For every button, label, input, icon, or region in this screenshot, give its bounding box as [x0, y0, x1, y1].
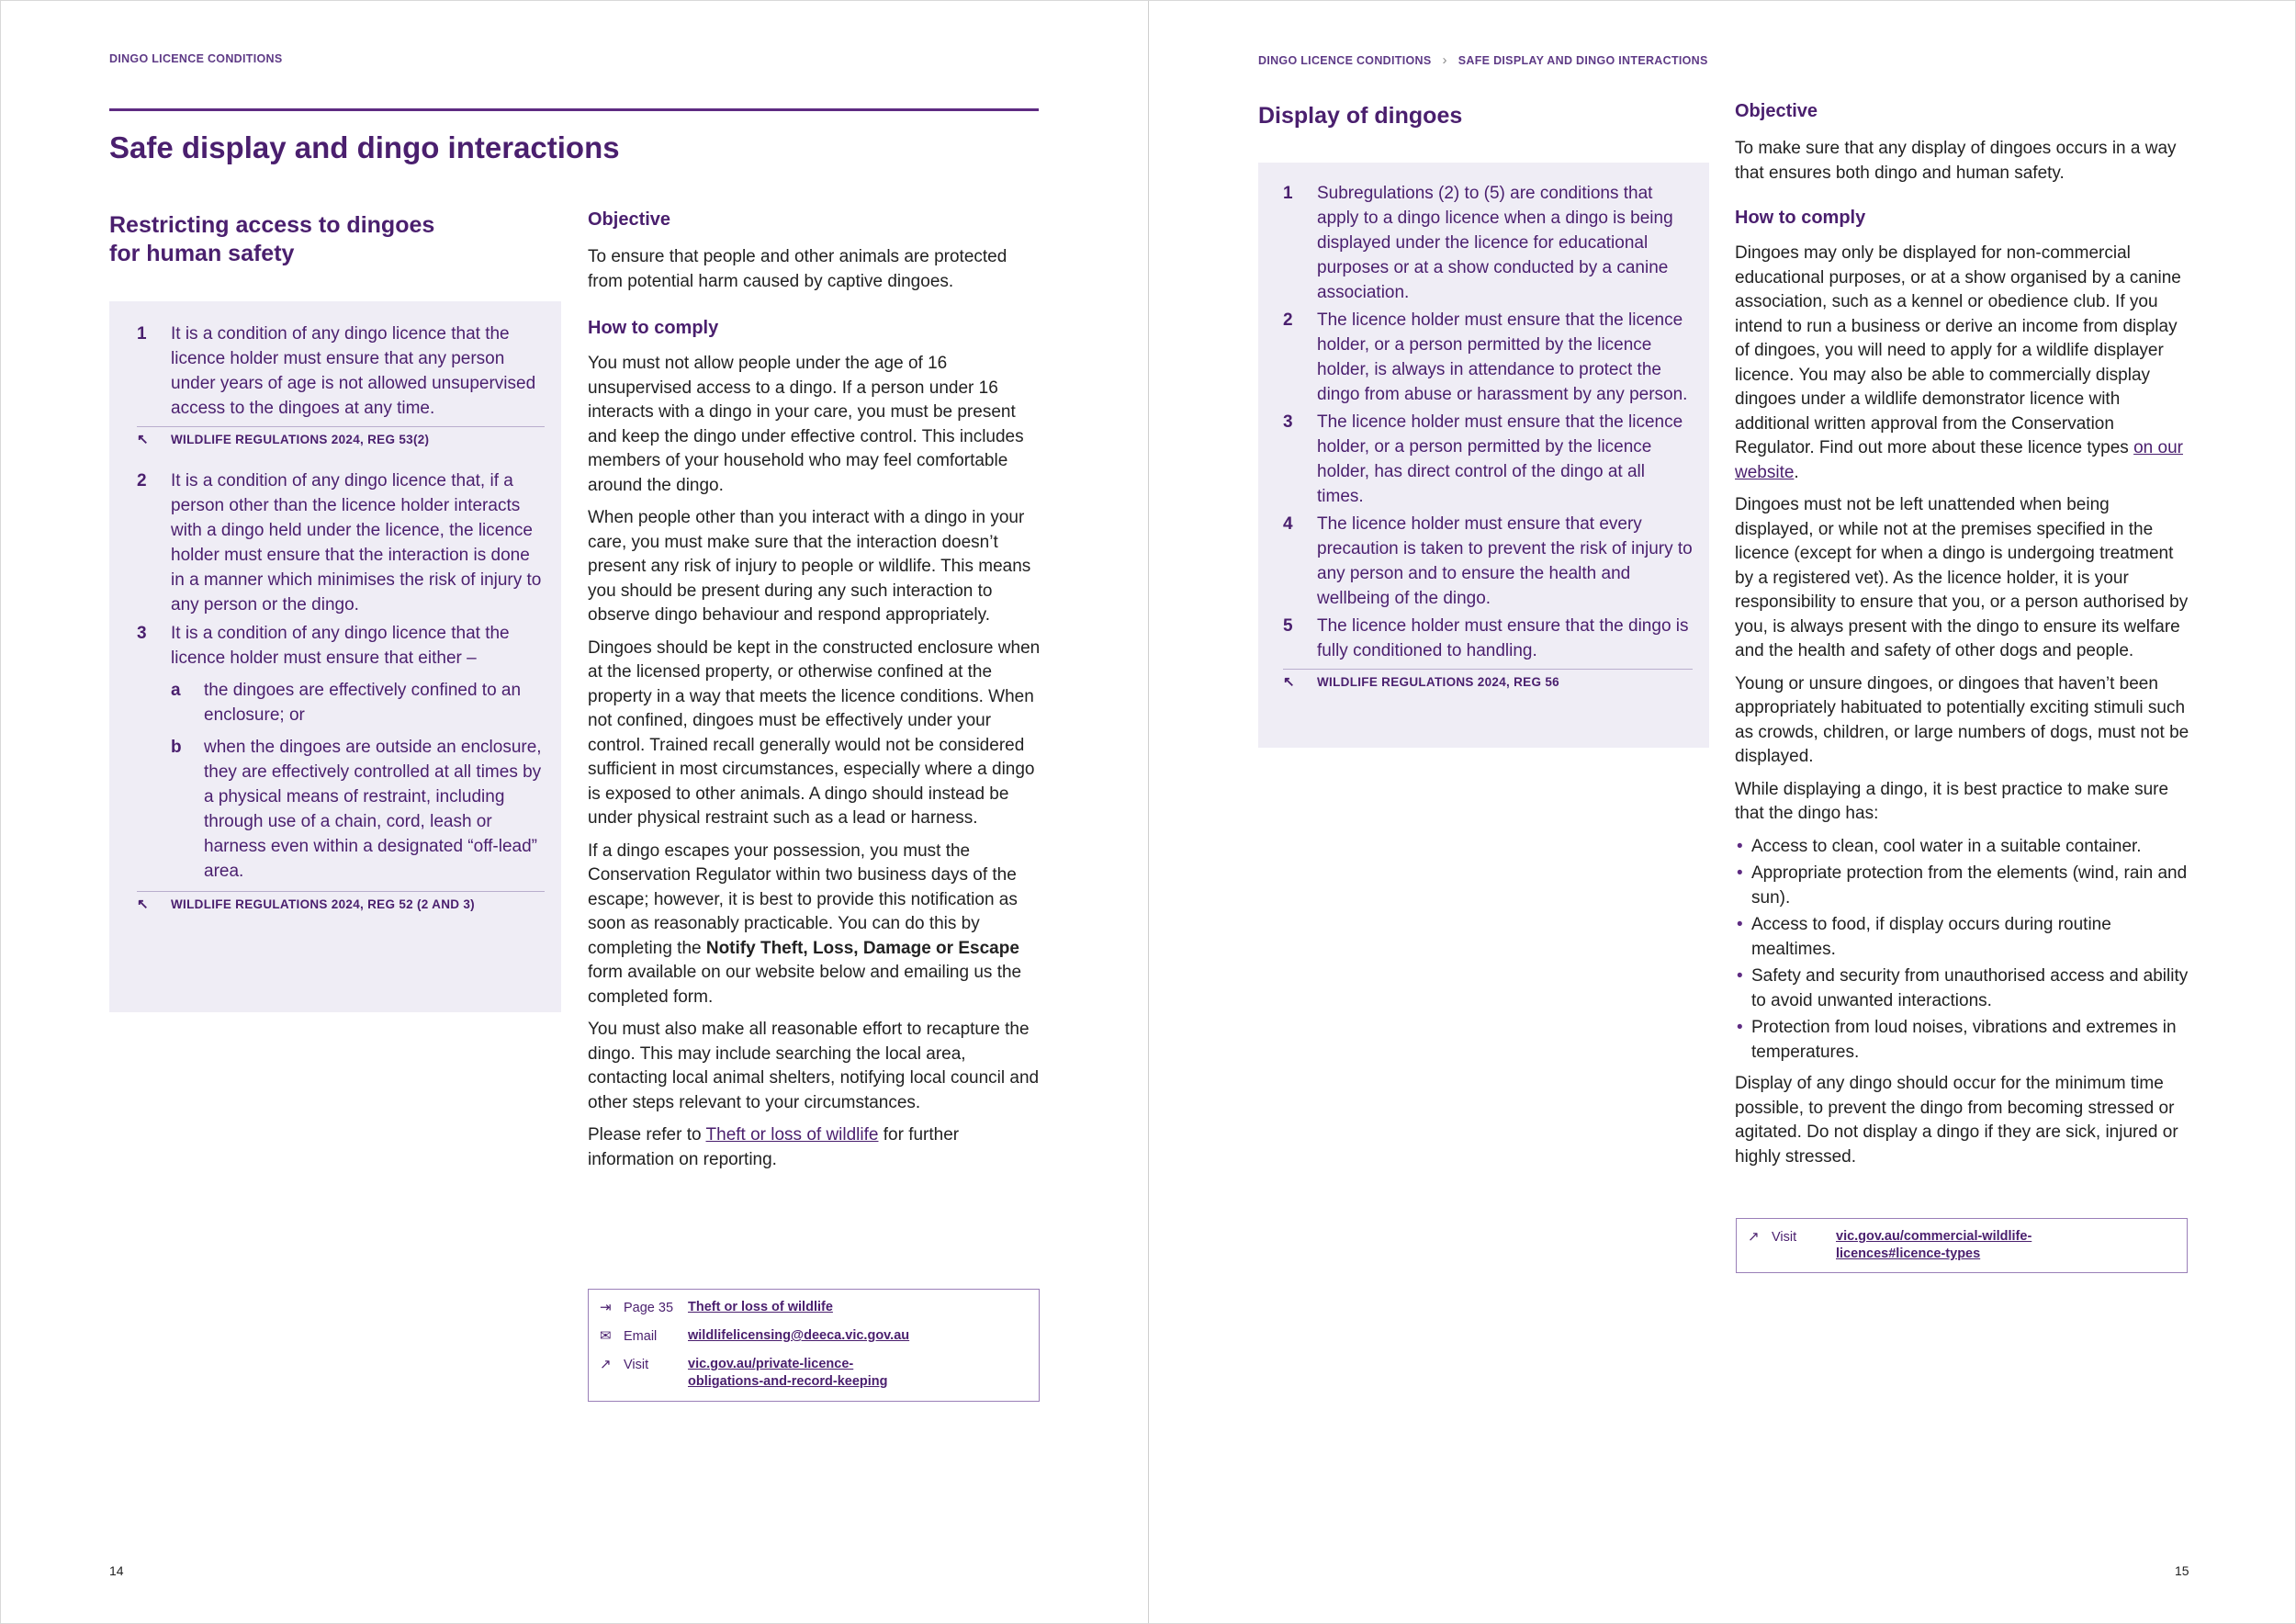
- condition-number: 1: [1283, 184, 1293, 203]
- page-reference-link[interactable]: Theft or loss of wildlife: [688, 1300, 833, 1314]
- conditions-list: [1283, 181, 1693, 663]
- paragraph-text: for further information on reporting.: [588, 1125, 960, 1169]
- email-icon: ✉: [600, 1328, 612, 1344]
- paragraph-text: If a dingo escapes your possession, you must the Conservation Regulator within two business days of the escape; however, it is best to provide this notification as soon as reasonably practicable. You can do this by completing the: [588, 840, 1018, 958]
- regulation-reference-text: WILDLIFE REGULATIONS 2024, REG 53(2): [171, 433, 430, 446]
- arrow-up-left-icon: ↖: [137, 432, 149, 447]
- paragraph-text: Please refer to: [588, 1125, 706, 1145]
- website-link[interactable]: obligations-and-record-keeping: [688, 1374, 888, 1389]
- how-to-comply-body: [588, 352, 1042, 1172]
- list-item: • Access to clean, cool water in a suitable container.: [1735, 835, 2190, 860]
- paragraph-text: form available on our website below and emailing us the completed form.: [588, 963, 1022, 1007]
- paragraph: Dingoes should be kept in the constructed enclosure when at the licensed property, or otherwise confined at the property in a way that meets the licence conditions. When not confined, dingoes must be effectively under your control. Trained recall generally would not be considered sufficient in most circumstances, especially where a dingo is exposed to other animals. A dingo should instead be under physical restraint such as a lead or harness.: [588, 637, 1041, 828]
- objective-column: [1735, 101, 2190, 1178]
- section-heading-line-2: for human safety: [109, 241, 295, 266]
- paragraph-text: Dingoes may only be displayed for non-commercial educational purposes, or at a show organised by a canine association, such as a kennel or obedience club. If you intend to run a business or derive an income from display of dingoes, you will need to apply for a wildlife displayer licence. You may also be able to commercially display dingoes under a wildlife demonstrator licence with additional written approval from the Conservation Regulator. Find out more about these licence types: [1735, 243, 2181, 457]
- paragraph: Display of any dingo should occur for the minimum time possible, to prevent the dingo from becoming stressed or agitated. Do not display a dingo if they are sick, injured or highly stressed.: [1735, 1074, 2178, 1167]
- arrow-up-right-icon: ↗: [1748, 1229, 1760, 1245]
- page-title: Safe display and dingo interactions: [109, 130, 620, 164]
- condition-item: [137, 621, 545, 884]
- paragraph-text: .: [1794, 462, 1799, 482]
- paragraph: Dingoes must not be left unattended when being displayed, or while not at the premises specified in the licence (except for when a dingo is undergoing treatment by a registered vet). As the licence holder, it is your responsibility to ensure that you, or a person authorised by you, is always present with the dingo to ensure its welfare and the health and safety of other dogs and people.: [1735, 495, 2189, 660]
- objective-text: [1735, 137, 2190, 186]
- arrow-up-right-icon: ↗: [600, 1357, 612, 1372]
- paragraph: Young or unsure dingoes, or dingoes that haven’t been appropriately habituated to potentially exciting stimuli such as crowds, children, or large numbers of dogs, must not be displayed.: [1735, 673, 2189, 766]
- conditions-panel: [1258, 163, 1709, 748]
- paragraph: While displaying a dingo, it is best practice to make sure that the dingo has:: [1735, 779, 2169, 823]
- website-link[interactable]: vic.gov.au/commercial-wildlife-: [1836, 1229, 2032, 1244]
- condition-text: The licence holder must ensure that the licence holder, or a person permitted by the licence holder, is always in attendance to protect the dingo from abuse or harassment by any person.: [1317, 310, 1688, 404]
- paragraph: [1735, 242, 2190, 485]
- how-to-comply-heading: How to comply: [1735, 208, 1866, 228]
- conditions-list: [137, 321, 545, 421]
- paragraph: You must not allow people under the age of 16 unsupervised access to a dingo. If a person under 16 interacts with a dingo in your care, you must be present and keep the dingo under effective control. This includes members of your household who may feel comfortable around the dingo.: [588, 354, 1024, 495]
- condition-text: It is a condition of any dingo licence that the licence holder must ensure that any person under years of age is not allowed unsupervised access to the dingoes at any time.: [171, 324, 536, 418]
- condition-number: 3: [137, 624, 147, 643]
- section-heading: [109, 211, 477, 268]
- arrow-up-left-icon: ↖: [1283, 674, 1295, 690]
- sub-condition-text: when the dingoes are outside an enclosure, they are effectively controlled at all times by a physical means of restraint, including through use of a chain, cord, leash or harness even within a designated “off-lead” area.: [204, 738, 542, 881]
- condition-item: [1283, 614, 1693, 663]
- breadcrumb-item[interactable]: SAFE DISPLAY AND DINGO INTERACTIONS: [1458, 54, 1708, 67]
- condition-item: [1283, 410, 1693, 509]
- page-reference-icon: ⇥: [600, 1300, 612, 1315]
- info-label-text: Visit: [1772, 1230, 1797, 1245]
- condition-text: Subregulations (2) to (5) are conditions that apply to a dingo licence when a dingo is being displayed under the licence for educational purposes or at a show conducted by a canine association.: [1317, 184, 1673, 302]
- regulation-reference: [137, 891, 545, 911]
- list-item: • Appropriate protection from the elements (wind, rain and sun).: [1735, 862, 2190, 910]
- theft-loss-link[interactable]: Theft or loss of wildlife: [705, 1125, 879, 1145]
- condition-number: 2: [1283, 310, 1293, 330]
- condition-text: It is a condition of any dingo licence that the licence holder must ensure that either –: [171, 624, 510, 668]
- paragraph: You must also make all reasonable effort to recapture the dingo. This may include searching the local area, contacting local animal shelters, notifying local council and other steps relevant to your circumstances.: [588, 1020, 1040, 1112]
- info-label: [1748, 1228, 1796, 1246]
- condition-number: 1: [137, 324, 147, 344]
- website-link[interactable]: licences#licence-types: [1836, 1246, 1981, 1261]
- info-row-email: [589, 1327, 1031, 1346]
- info-label-text: Visit: [624, 1358, 649, 1372]
- running-header: DINGO LICENCE CONDITIONS: [109, 52, 283, 65]
- how-to-comply-body: [1735, 242, 2190, 1169]
- info-row-visit: [1737, 1228, 2179, 1263]
- conditions-list-2: [137, 468, 545, 884]
- sub-condition-letter: b: [171, 738, 182, 757]
- regulation-reference-text: WILDLIFE REGULATIONS 2024, REG 56: [1317, 675, 1559, 689]
- condition-item: [1283, 308, 1693, 407]
- objective-column: [588, 209, 1042, 1180]
- regulation-reference-text: WILDLIFE REGULATIONS 2024, REG 52 (2 AND 3): [171, 897, 475, 911]
- condition-number: 2: [137, 471, 147, 491]
- how-to-comply-heading: How to comply: [588, 318, 719, 338]
- objective-heading: Objective: [1735, 101, 1818, 121]
- condition-item: [137, 468, 545, 617]
- condition-text: The licence holder must ensure that the dingo is fully conditioned to handling.: [1317, 616, 1689, 660]
- breadcrumb: [1258, 52, 1708, 68]
- section-heading: Display of dingoes: [1258, 103, 1463, 129]
- info-label: [600, 1327, 657, 1346]
- condition-item: [137, 321, 545, 421]
- info-box: [588, 1289, 1040, 1402]
- condition-number: 3: [1283, 412, 1293, 432]
- best-practice-list: [1735, 835, 2190, 1066]
- arrow-up-left-icon: ↖: [137, 897, 149, 912]
- list-item: • Safety and security from unauthorised access and ability to avoid unwanted interactions.: [1735, 964, 2190, 1013]
- sub-condition-text: the dingoes are effectively confined to an enclosure; or: [204, 681, 522, 725]
- objective-paragraph: To ensure that people and other animals are protected from potential harm caused by captive dingoes.: [588, 247, 1007, 291]
- objective-paragraph: To make sure that any display of dingoes occurs in a way that ensures both dingo and human safety.: [1735, 139, 2177, 183]
- info-row-page: [589, 1299, 1031, 1317]
- info-row-visit: [589, 1356, 1031, 1391]
- sub-condition: [171, 678, 545, 727]
- chevron-right-icon: ›: [1442, 52, 1447, 68]
- website-link[interactable]: vic.gov.au/private-licence-: [688, 1357, 854, 1371]
- sub-condition: [171, 735, 545, 884]
- info-box: [1736, 1218, 2188, 1273]
- paragraph: [588, 1123, 1042, 1172]
- condition-number: 4: [1283, 514, 1293, 534]
- condition-item: [1283, 181, 1693, 305]
- objective-heading: Objective: [588, 209, 671, 230]
- breadcrumb-item[interactable]: DINGO LICENCE CONDITIONS: [1258, 54, 1432, 67]
- form-name: Notify Theft, Loss, Damage or Escape: [705, 938, 1019, 958]
- sub-condition-letter: a: [171, 681, 181, 700]
- page-number: 14: [109, 1563, 124, 1578]
- info-label-text: Page 35: [624, 1301, 674, 1315]
- objective-text: [588, 245, 1042, 294]
- section-heading-line-1: Restricting access to dingoes: [109, 212, 435, 238]
- condition-item: [1283, 512, 1693, 611]
- info-label: [600, 1299, 673, 1317]
- email-link[interactable]: wildlifelicensing@deeca.vic.gov.au: [688, 1328, 910, 1343]
- regulation-reference: [1283, 669, 1693, 689]
- conditions-panel: [109, 301, 561, 1012]
- list-item: • Protection from loud noises, vibrations and extremes in temperatures.: [1735, 1016, 2190, 1065]
- condition-text: It is a condition of any dingo licence that, if a person other than the licence holder interacts with a dingo held under the licence, the licence holder must ensure that the interaction is done in a manner which minimises the risk of injury to any person or the dingo.: [171, 471, 542, 615]
- condition-number: 5: [1283, 616, 1293, 636]
- paragraph: [588, 840, 1042, 1010]
- condition-text: The licence holder must ensure that the licence holder, or a person permitted by the licence holder, has direct control of the dingo at all times.: [1317, 412, 1683, 506]
- website-link[interactable]: on our website: [1735, 438, 2183, 482]
- list-item: • Access to food, if display occurs during routine mealtimes.: [1735, 913, 2190, 962]
- paragraph: When people other than you interact with a dingo in your care, you must make sure that the interaction doesn’t present any risk of injury to people or wildlife. This means you should be present during any such interaction to observe dingo behaviour and respond appropriately.: [588, 508, 1031, 625]
- info-label: [600, 1356, 648, 1374]
- info-label-text: Email: [624, 1329, 658, 1344]
- title-rule: [109, 108, 1039, 111]
- page-number: 15: [2175, 1563, 2189, 1578]
- condition-text: The licence holder must ensure that every precaution is taken to prevent the risk of injury to any person and to ensure the health and wellbeing of the dingo.: [1317, 514, 1693, 608]
- page-15: [1149, 0, 2296, 1624]
- regulation-reference: [137, 426, 545, 446]
